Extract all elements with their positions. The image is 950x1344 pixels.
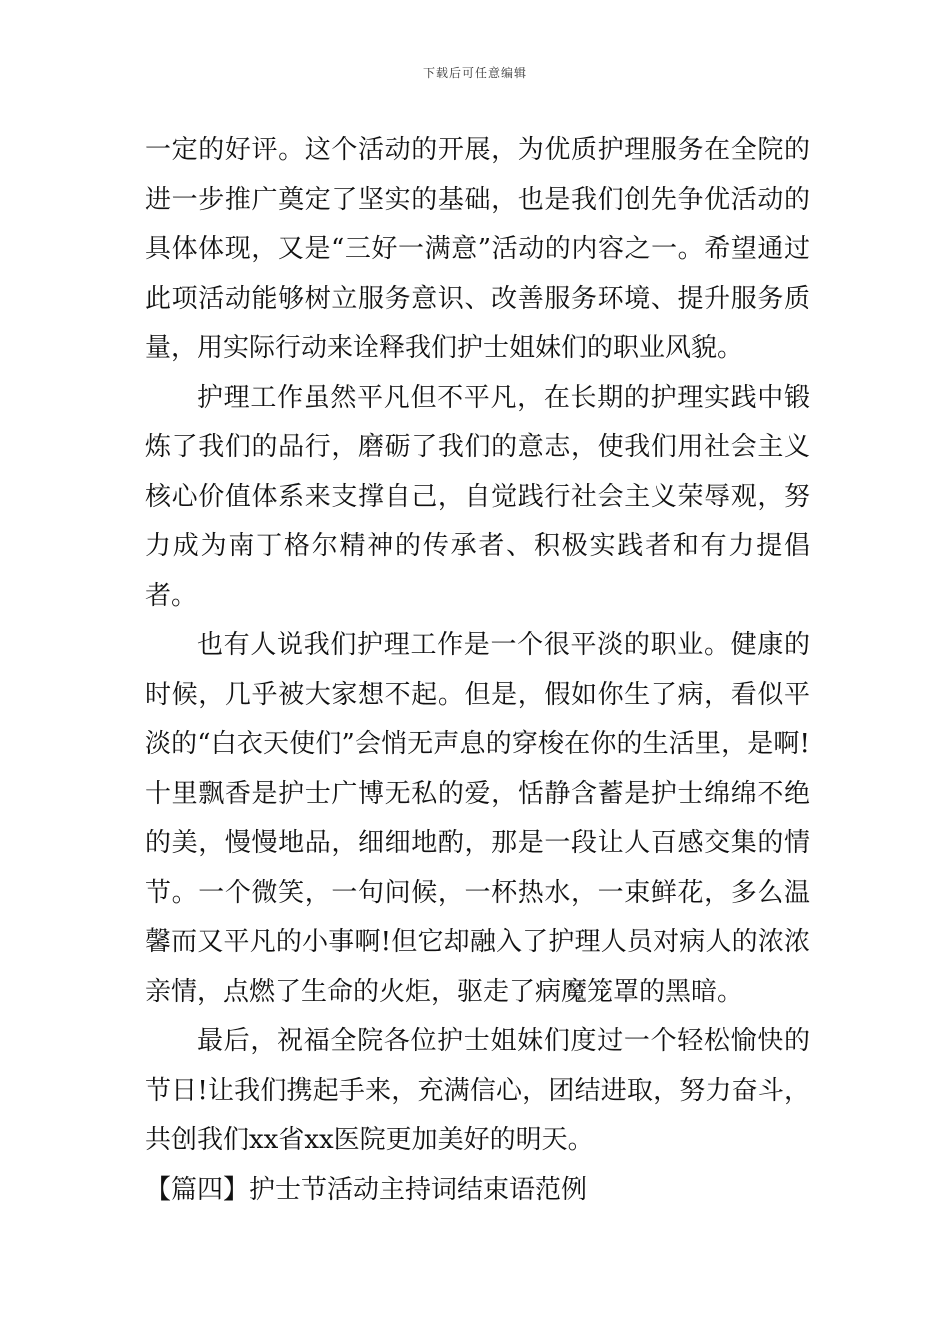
paragraph-2: 护理工作虽然平凡但不平凡，在长期的护理实践中锻炼了我们的品行，磨砺了我们的意志，使我们用社会主义核心价值体系来支撑自己，自觉践行社会主义荣辱观，努力成为南丁格尔精神的传承者、积极实践者和有力提倡者。 [145,382,810,611]
page-header: 下载后可任意编辑 [422,66,527,80]
paragraph-1: 一定的好评。这个活动的开展，为优质护理服务在全院的进一步推广奠定了坚实的基础，也是我们创先争优活动的具体体现，又是“三好一满意”活动的内容之一。希望通过此项活动能够树立服务意识、改善服务环境、提升服务质量，用实际行动来诠释我们护士姐妹们的职业风貌。 [145,135,810,363]
section-heading: 【篇四】护士节活动主持词结束语范例 [145,1174,588,1205]
document-body [145,126,810,1215]
paragraph-3: 也有人说我们护理工作是一个很平淡的职业。健康的时候，几乎被大家想不起。但是，假如你生了病，看似平淡的“白衣天使们”会悄无声息的穿梭在你的生活里，是啊!十里飘香是护士广博无私的爱，恬静含蓄是护士绵绵不绝的美，慢慢地品，细细地酌，那是一段让人百感交集的情节。一个微笑，一句问候，一杯热水，一束鲜花，多么温馨而又平凡的小事啊!但它却融入了护理人员对病人的浓浓亲情，点燃了生命的火炬，驱走了病魔笼罩的黑暗。 [145,630,810,1007]
paragraph-4: 最后，祝福全院各位护士姐妹们度过一个轻松愉快的节日!让我们携起手来，充满信心，团结进取，努力奋斗，共创我们xx省xx医院更加美好的明天。 [145,1026,810,1155]
